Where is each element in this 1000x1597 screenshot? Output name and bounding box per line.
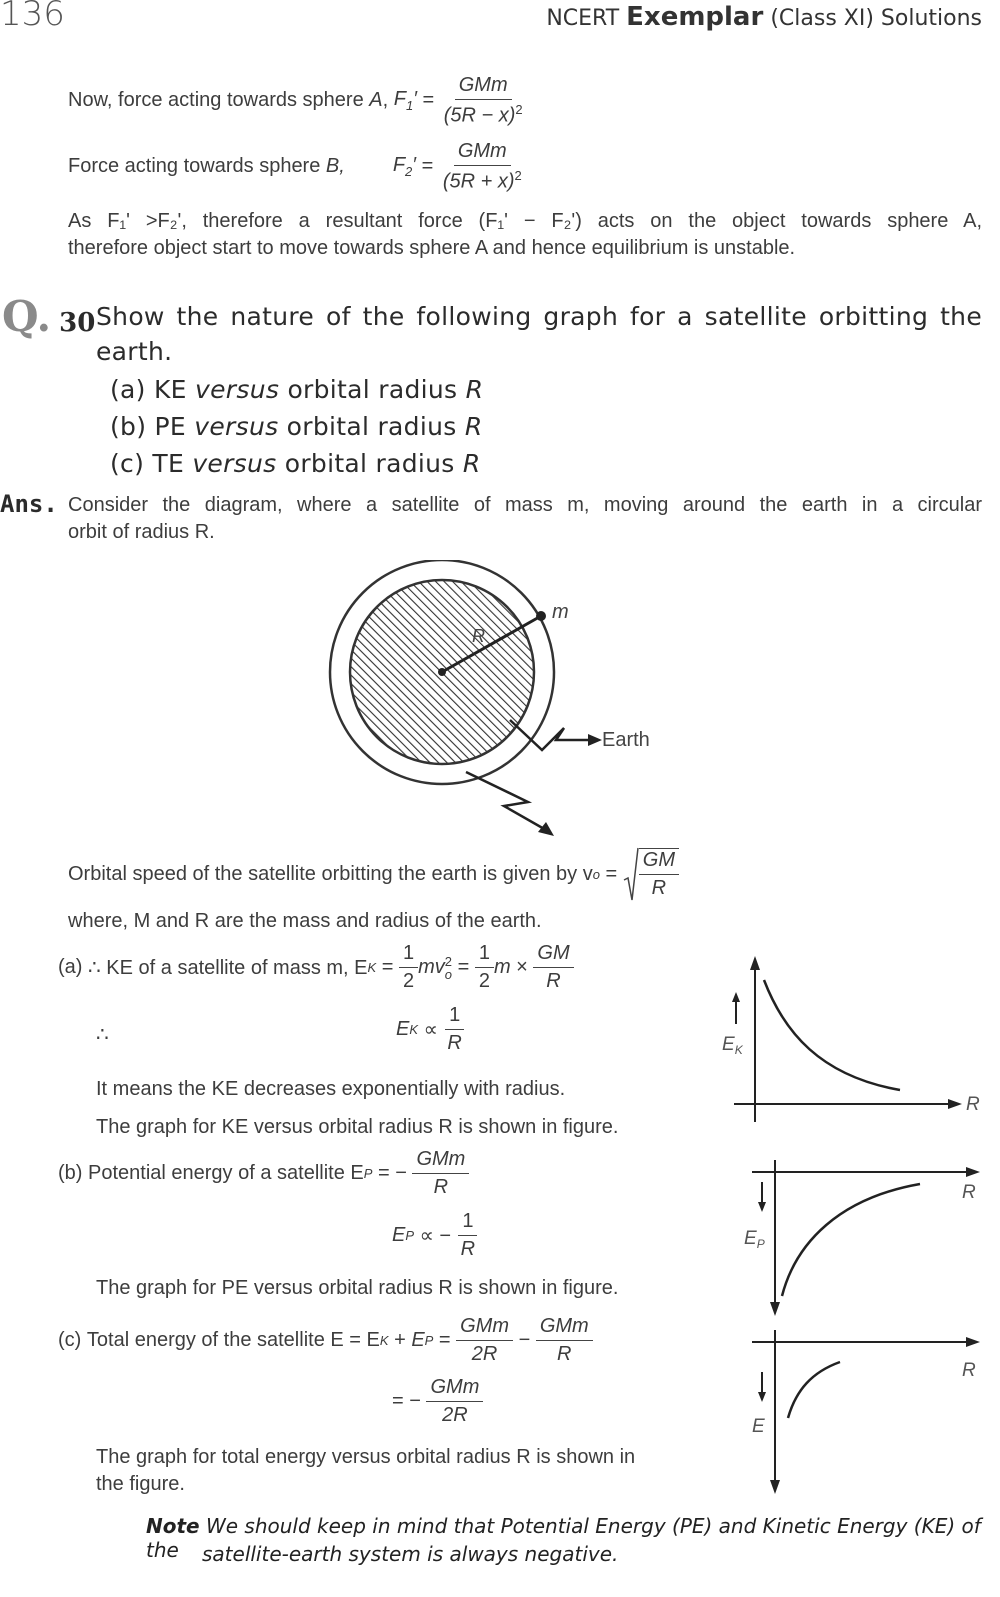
question-text-line-1: Show the nature of the following graph for a satellite orbitting the [96,302,982,331]
ke-y-label: $E_K$ [722,1034,743,1057]
earth-label: Earth [602,729,650,751]
ke-x-arrowhead [948,1099,962,1109]
f2-symbol: $F_2'$ [392,154,417,180]
part-a-text: ∴ KE of a satellite of mass m, E [88,957,368,979]
f1-fraction [440,74,527,128]
question-marker [2,292,95,341]
earth-center-dot [438,668,446,676]
te-x-arrowhead [966,1337,980,1347]
force-towards-b: Force acting towards sphere B, $F_2'$ = $\frac{\text{GMm}}{(5R + x)^2}$ [68,140,526,194]
te-y-label: E [752,1416,765,1437]
orbital-speed-text: Orbital speed of the satellite orbitting the earth is given by v [68,862,593,885]
header-bold: Exemplar [626,2,764,32]
part-c-line: (c) Total energy of the satellite E = E K + E P = $\frac{\text{GMm}}{2R}$ − $\frac{\text{GMm}}{R}$ [58,1315,593,1366]
sphere-a: A [369,89,383,112]
part-c-text: Total energy of the satellite E = E [86,1329,380,1351]
note-line-2: satellite-earth system is always negative. [202,1542,619,1566]
part-b-explain: The graph for PE versus orbital radius R is shown in figure. [96,1277,619,1299]
part-a-explain-1: It means the KE decreases exponentially with radius. [96,1078,566,1100]
ke-y-arrowhead [750,956,760,970]
part-a-explain-2: The graph for KE versus orbital radius R is shown in figure. [96,1116,619,1138]
vo-sub: o [592,866,600,882]
answer-intro-line-1: Consider the diagram, where a satellite of mass m, moving around the earth in a circular [68,494,982,516]
answer-intro-line-2: orbit of radius R. [68,521,215,543]
f2-numerator: GMm [454,140,511,166]
part-b-line: (b) Potential energy of a satellite E P = − $\frac{\text{GMm}}{R}$ [58,1148,469,1199]
satellite-dot [536,611,546,621]
ke-up-arrowhead [732,992,740,1002]
header-suffix: (Class XI) Solutions [770,6,982,31]
conclusion-line-2: therefore object start to move towards sphere A and hence equilibrium is unstable. [68,237,796,259]
f2-fraction [439,140,526,194]
pe-y-arrowhead [770,1302,780,1316]
part-c-result: = − $\frac{\text{GMm}}{2R}$ [392,1376,483,1427]
f1-denominator: $(5R - x)^2$ [443,102,523,127]
note-text-1: We should keep in mind that Potential Energy (PE) and Kinetic Energy (KE) of the [146,1514,981,1562]
orbit-arrowhead [538,822,554,836]
part-c-label: (c) [58,1329,82,1351]
part-b-text: Potential energy of a satellite E [88,1162,364,1184]
ke-curve [764,980,900,1090]
note-label: Note [146,1514,200,1538]
force-towards-a: Now, force acting towards sphere A , $F_1'$ = $\frac{\text{GMm}}{(5R - x)^2}$ [68,74,527,128]
part-c-explain-1: The graph for total energy versus orbital radius R is shown in [96,1446,636,1468]
ep-sub: P [363,1166,373,1181]
radius-label: R [472,626,485,646]
sqrt-gm-over-r: $\frac{GM}{R}$ [623,846,679,902]
force-a-label: Now, force acting towards sphere [68,89,364,112]
pe-y-label: $E_P$ [744,1228,765,1251]
sphere-b: B, [325,155,345,178]
pe-x-label: R [962,1182,976,1203]
pe-vs-r-graph [730,1152,992,1327]
question-text-line-2: earth. [96,337,173,366]
conclusion-line-1: As F₁' >F₂', therefore a resultant force (F₁' − F₂') acts on the object towards sphere A, [68,210,982,232]
earth-arrowhead [588,734,602,746]
part-a-label: (a) [58,956,83,978]
question-item-a: (a) KE versus orbital radius R [110,375,484,404]
pe-down-arrowhead [758,1202,766,1212]
f1-symbol: $F_1'$ [393,88,417,114]
part-a-therefore: ∴ [96,1024,109,1046]
satellite-orbit-diagram [320,560,680,845]
question-item-b: (b) PE versus orbital radius R [110,412,483,441]
ke-x-label: R [966,1094,980,1115]
satellite-mass-label: m [552,601,569,623]
sqrt-sign [623,846,639,902]
ke-vs-r-graph [720,952,990,1132]
part-c-explain-2: the figure. [96,1473,185,1495]
part-b-label: (b) [58,1162,83,1184]
f2-denominator: $(5R + x)^2$ [442,168,522,193]
orbit-pointer [466,772,546,830]
te-down-arrowhead [758,1392,766,1402]
te-curve [788,1362,840,1418]
where-line: where, M and R are the mass and radius of the earth. [68,910,542,932]
page-number: 136 [0,0,65,34]
question-item-c: (c) TE versus orbital radius R [110,449,481,478]
header-prefix: NCERT [546,6,620,31]
pe-curve [782,1184,920,1296]
orbital-speed-line: Orbital speed of the satellite orbitting the earth is given by v o = $\frac{GM}{R}$ [68,846,679,902]
question-letter: Q. [2,292,52,341]
force-b-label: Force acting towards sphere [68,155,321,178]
answer-label: Ans. [0,490,58,518]
pe-x-arrowhead [966,1167,980,1177]
part-a-proportion: E K ∝ $\frac{1}{R}$ [396,1004,466,1055]
te-x-label: R [962,1360,976,1381]
f1-numerator: GMm [455,74,512,100]
running-header [546,2,982,32]
part-a-line: (a) ∴ KE of a satellite of mass m, E K = $\frac{1}{2}$ mv 2 o = $\frac{1}{2}$ m × $\frac{GM}{R}$ [58,942,574,993]
te-y-arrowhead [770,1480,780,1494]
ek-sub: K [367,960,377,975]
part-b-proportion: E P ∝ − $\frac{1}{R}$ [392,1210,479,1261]
question-number: 30 [59,308,96,338]
te-vs-r-graph [730,1322,992,1500]
